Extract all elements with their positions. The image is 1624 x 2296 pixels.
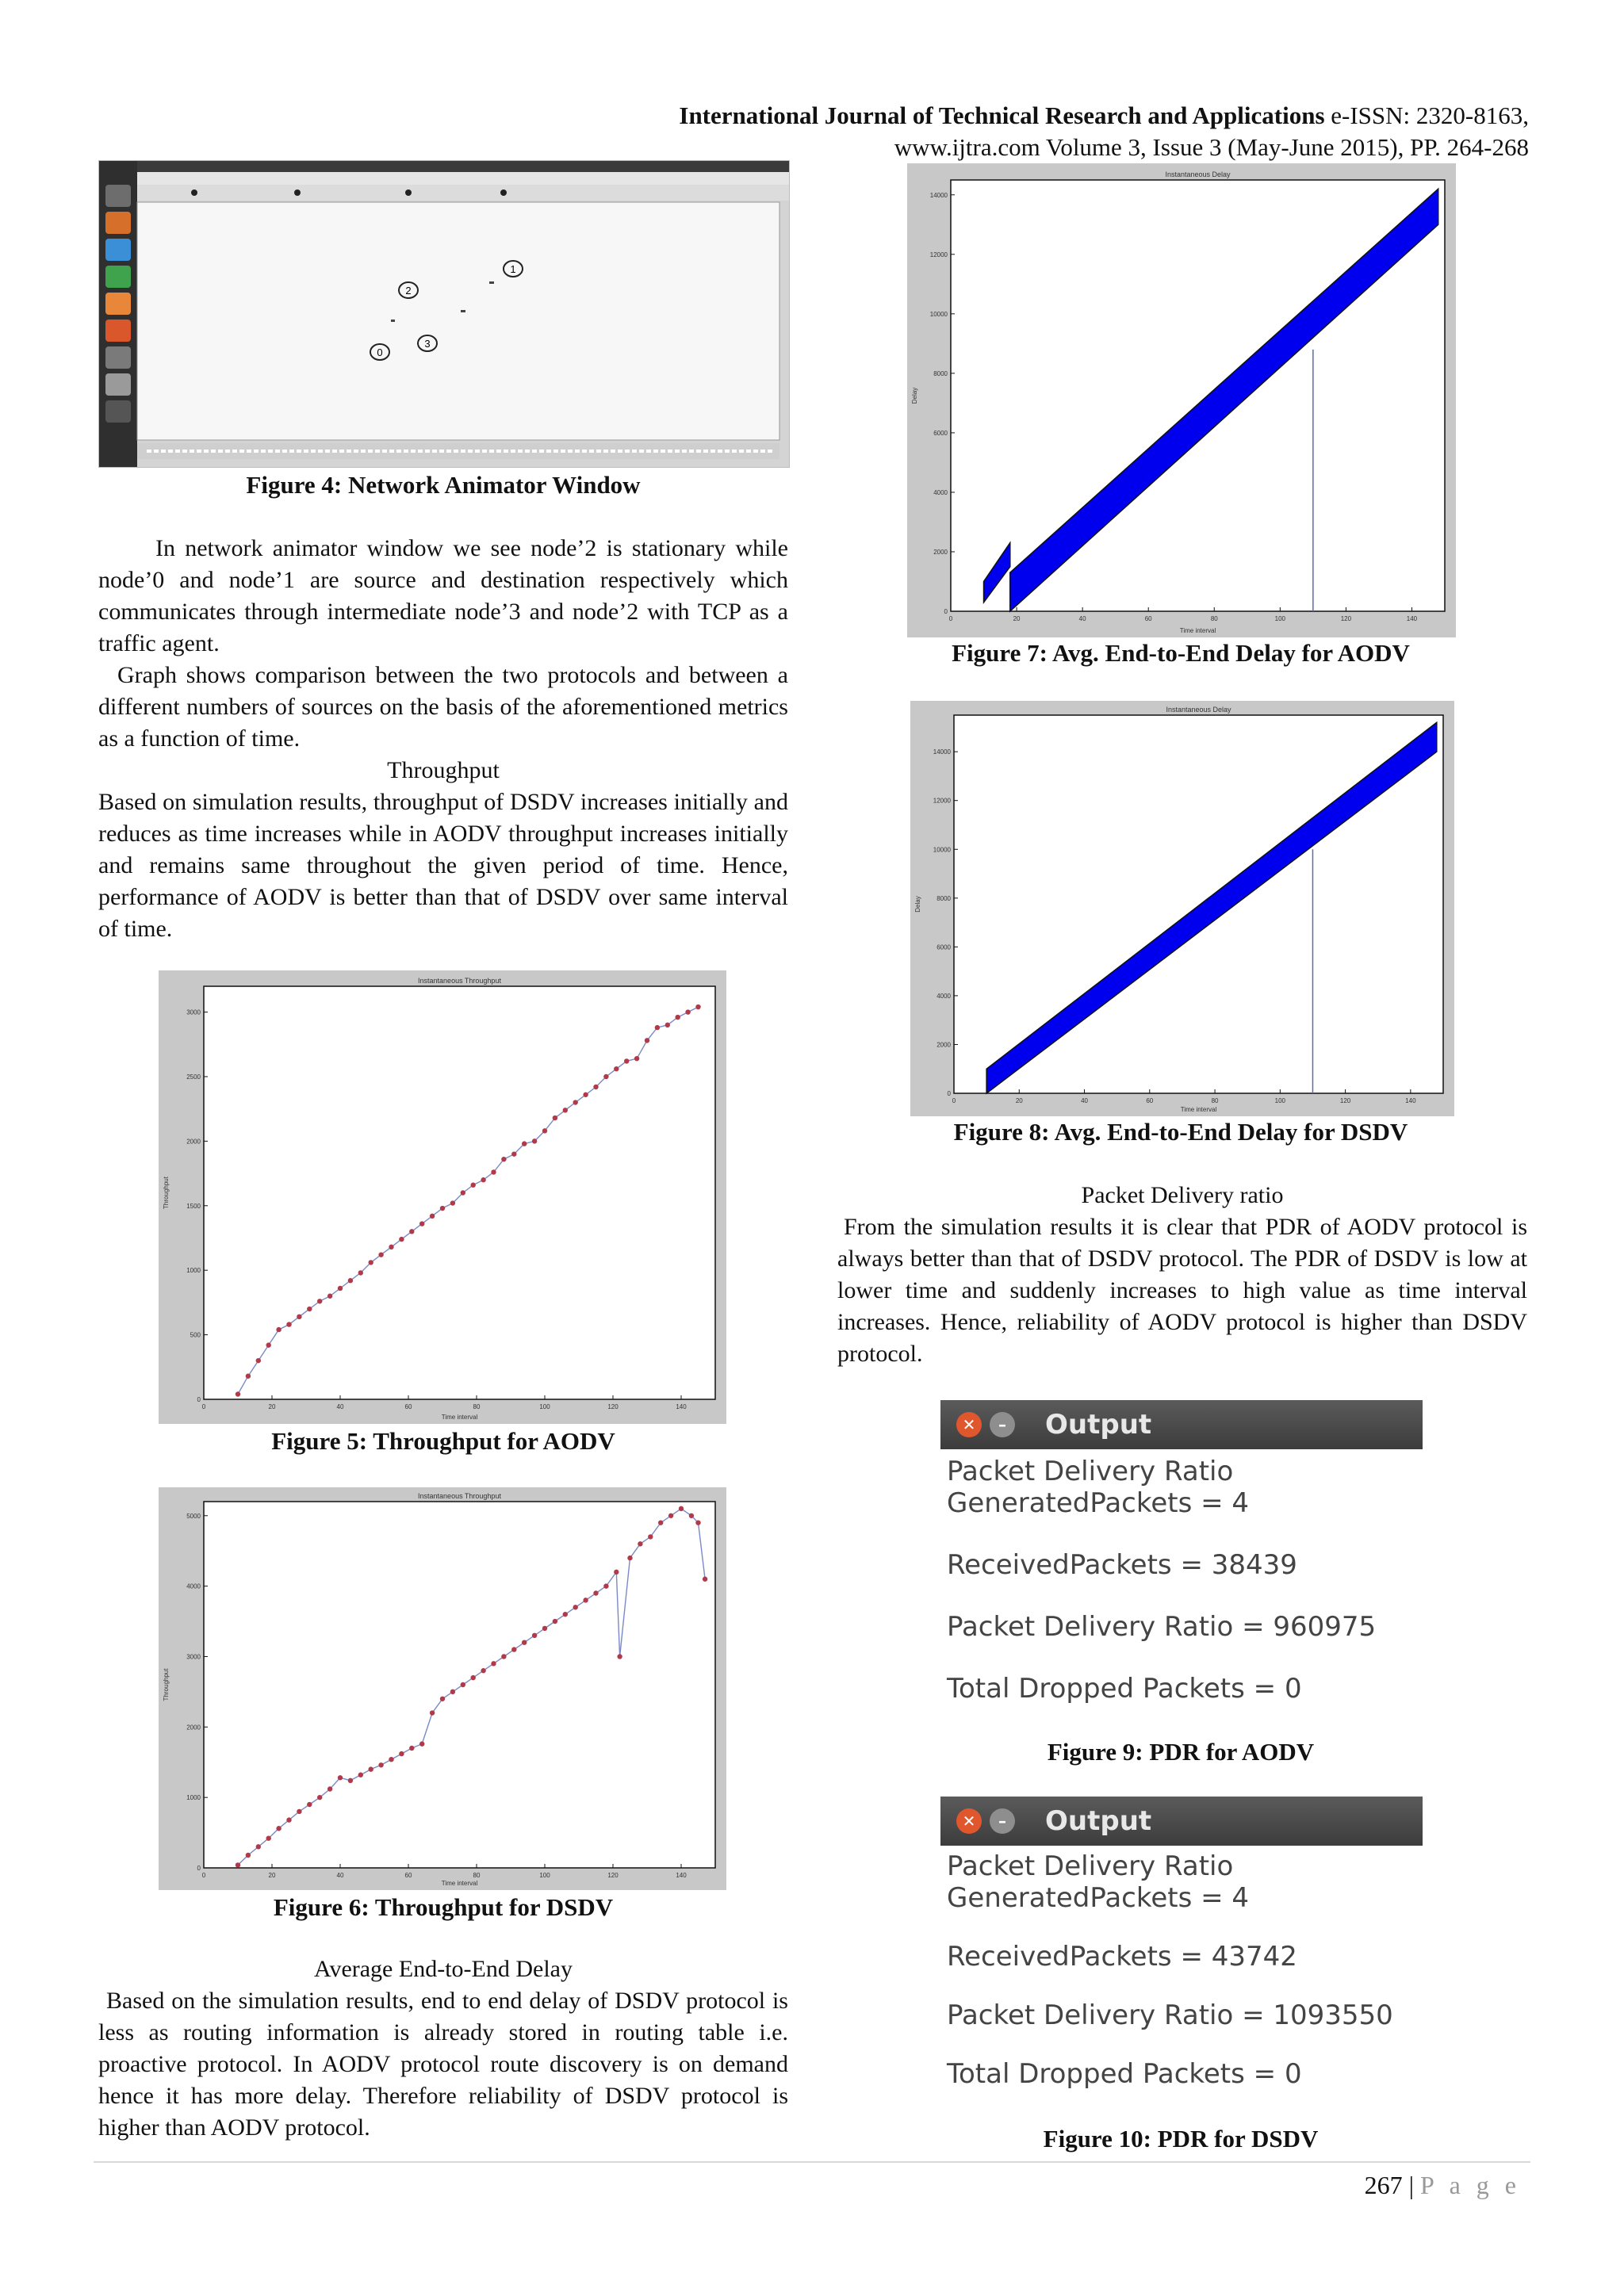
- data-point: [614, 1570, 619, 1575]
- data-point: [553, 1619, 557, 1624]
- data-point: [256, 1358, 261, 1363]
- left-column-text-2: [98, 1954, 788, 2144]
- launcher-icon: [105, 239, 131, 261]
- y-tick-label: 3000: [186, 1653, 201, 1661]
- launcher-icon: [105, 212, 131, 234]
- data-point: [603, 1074, 608, 1079]
- data-point: [327, 1786, 332, 1791]
- x-tick-label: 40: [336, 1403, 344, 1410]
- page-number: [1365, 2171, 1521, 2200]
- journal-header: [679, 100, 1529, 163]
- data-point: [668, 1513, 673, 1518]
- launcher-icon: [105, 266, 131, 288]
- page-label: P a g e: [1419, 2171, 1521, 2199]
- x-axis-label: Time interval: [1180, 1106, 1217, 1113]
- paragraph-throughput: Based on simulation results, throughput of DSDV increases initially and reduces as time increases while in AODV throughput increases initially and remains same throughout the given period of time. Hence, performance of AODV is better than that of DSDV over same interval of time.: [98, 789, 788, 942]
- y-tick-label: 8000: [933, 369, 948, 377]
- figure-7-delay-aodv-chart: [907, 163, 1456, 637]
- paragraph-pdr: From the simulation results it is clear that PDR of AODV protocol is always better than that of DSDV protocol. The PDR of DSDV is low at lower time and suddenly increases to high value as time interval increases. Hence, reliability of AODV protocol is higher than DSDV protocol.: [837, 1214, 1527, 1367]
- chart-title: Instantaneous Delay: [1166, 706, 1231, 714]
- x-tick-label: 20: [268, 1403, 276, 1410]
- data-point: [501, 1654, 506, 1659]
- figure-6-caption: Figure 6: Throughput for DSDV: [273, 1893, 614, 1921]
- data-point: [378, 1762, 383, 1767]
- x-tick-label: 60: [404, 1403, 412, 1410]
- data-point: [246, 1373, 251, 1378]
- data-point: [471, 1183, 476, 1188]
- x-tick-label: 40: [1078, 615, 1086, 622]
- data-point: [603, 1583, 608, 1588]
- plot-area: [951, 180, 1445, 611]
- data-point: [348, 1778, 353, 1783]
- y-axis-label: Delay: [911, 387, 918, 404]
- x-tick-label: 0: [952, 1097, 956, 1104]
- output-line: Total Dropped Packets = 0: [947, 1673, 1302, 1705]
- x-tick-label: 60: [1146, 1097, 1154, 1104]
- data-point: [276, 1826, 281, 1831]
- data-point: [491, 1661, 496, 1666]
- right-column-text: [837, 1180, 1527, 1370]
- data-point: [501, 1157, 506, 1161]
- launcher-icon: [105, 373, 131, 396]
- data-point: [563, 1612, 568, 1617]
- data-point: [627, 1556, 632, 1560]
- figure-9-caption: Figure 9: PDR for AODV: [1047, 1738, 1315, 1766]
- data-point: [430, 1710, 435, 1715]
- data-point: [614, 1066, 619, 1071]
- figure-7-caption: Figure 7: Avg. End-to-End Delay for AODV: [952, 639, 1410, 667]
- data-point: [369, 1260, 373, 1265]
- data-point: [358, 1270, 363, 1275]
- figure-10-output-window: [940, 1797, 1423, 2118]
- y-tick-label: 0: [197, 1865, 201, 1872]
- data-point: [593, 1085, 598, 1089]
- data-point: [532, 1138, 537, 1143]
- y-tick-label: 1000: [186, 1794, 201, 1802]
- y-tick-label: 12000: [933, 797, 951, 805]
- data-point: [358, 1773, 363, 1777]
- data-point: [648, 1534, 653, 1539]
- y-tick-label: 8000: [936, 894, 951, 902]
- data-point: [297, 1314, 301, 1319]
- y-axis-label: Delay: [914, 896, 921, 913]
- x-axis-label: Time interval: [1179, 627, 1216, 634]
- paragraph-nam-description: In network animator window we see node’2 is stationary while node’0 and node’1 are source and destination respectively which communicates through intermediate node’3 and node’2 with TCP as a traffic agent.: [98, 535, 788, 656]
- paragraph-delay: Based on the simulation results, end to end delay of DSDV protocol is less as routing information is already stored in routing table i.e. proactive protocol. In AODV protocol route discovery is on demand hence it has more delay. Therefore reliability of DSDV protocol is higher than AODV protocol.: [98, 1988, 788, 2141]
- data-point: [440, 1697, 445, 1701]
- nam-window: [99, 161, 789, 467]
- y-tick-label: 2000: [186, 1724, 201, 1732]
- figure-4-network-animator: [98, 160, 790, 468]
- data-point: [573, 1605, 578, 1609]
- figure-6-throughput-dsdv-chart: [159, 1487, 726, 1890]
- x-tick-label: 40: [1081, 1097, 1088, 1104]
- data-point: [276, 1327, 281, 1332]
- data-point: [583, 1598, 588, 1602]
- figure-8-caption: Figure 8: Avg. End-to-End Delay for DSDV: [953, 1118, 1408, 1146]
- data-point: [236, 1391, 240, 1396]
- data-point: [297, 1809, 301, 1814]
- plot-area: [204, 986, 715, 1399]
- data-point: [409, 1229, 414, 1234]
- launcher-icon: [105, 293, 131, 315]
- x-tick-label: 80: [473, 1403, 481, 1410]
- y-tick-label: 0: [947, 1090, 951, 1097]
- data-point: [317, 1795, 322, 1800]
- x-tick-label: 0: [201, 1872, 206, 1879]
- figure-4-caption: Figure 4: Network Animator Window: [246, 471, 641, 499]
- data-point: [399, 1237, 404, 1242]
- heading-average-delay: Average End-to-End Delay: [314, 1956, 573, 1982]
- y-tick-label: 14000: [929, 191, 948, 199]
- output-window-title: Output: [1045, 1409, 1152, 1441]
- data-point: [266, 1342, 271, 1347]
- x-tick-label: 120: [607, 1872, 619, 1879]
- data-point: [450, 1689, 455, 1694]
- data-point: [665, 1023, 670, 1027]
- x-tick-label: 60: [404, 1872, 412, 1879]
- minimize-icon[interactable]: –: [990, 1412, 1015, 1437]
- y-tick-label: 6000: [936, 943, 951, 951]
- data-point: [419, 1221, 424, 1226]
- data-point: [450, 1200, 455, 1205]
- figure-5-throughput-aodv-chart: [159, 970, 726, 1424]
- y-tick-label: 500: [190, 1331, 201, 1339]
- svg-text:1: 1: [510, 263, 516, 275]
- y-tick-label: 10000: [933, 846, 951, 854]
- launcher-icon: [105, 320, 131, 342]
- minimize-icon[interactable]: –: [990, 1808, 1015, 1834]
- x-tick-label: 80: [1210, 615, 1218, 622]
- x-tick-label: 20: [1015, 1097, 1023, 1104]
- plot-area: [954, 715, 1443, 1093]
- data-point: [236, 1862, 240, 1867]
- close-icon[interactable]: ✕: [956, 1412, 982, 1437]
- data-point: [348, 1278, 353, 1283]
- x-tick-label: 80: [473, 1872, 481, 1879]
- data-point: [307, 1307, 312, 1311]
- output-line: Packet Delivery Ratio = 1093550: [947, 1999, 1393, 2031]
- y-tick-label: 14000: [933, 748, 951, 756]
- y-tick-label: 12000: [929, 251, 948, 258]
- x-tick-label: 120: [1339, 1097, 1351, 1104]
- data-point: [695, 1520, 700, 1525]
- journal-volume-line: www.ijtra.com Volume 3, Issue 3 (May-June 2015), PP. 264-268: [894, 133, 1529, 161]
- data-point: [461, 1682, 465, 1687]
- data-point: [676, 1015, 680, 1020]
- data-point: [655, 1025, 660, 1030]
- data-point: [563, 1108, 568, 1112]
- x-tick-label: 60: [1144, 615, 1152, 622]
- x-tick-label: 80: [1211, 1097, 1219, 1104]
- journal-issn: e-ISSN: 2320-8163,: [1324, 101, 1529, 129]
- y-axis-label: Throughput: [163, 1177, 170, 1209]
- output-body: [940, 1456, 1423, 1705]
- data-point: [266, 1835, 271, 1840]
- y-tick-label: 1000: [186, 1267, 201, 1275]
- x-axis-label: Time interval: [441, 1880, 478, 1887]
- data-point: [689, 1513, 694, 1518]
- y-tick-label: 2500: [186, 1073, 201, 1081]
- launcher-icon: [105, 346, 131, 369]
- data-point: [522, 1141, 527, 1146]
- x-tick-label: 140: [1406, 615, 1418, 622]
- figure-8-delay-dsdv-chart: [910, 701, 1454, 1116]
- y-tick-label: 2000: [186, 1138, 201, 1146]
- heading-pdr: Packet Delivery ratio: [1081, 1182, 1284, 1208]
- svg-text:2: 2: [405, 285, 412, 297]
- y-tick-label: 0: [197, 1396, 201, 1403]
- data-point: [399, 1751, 404, 1756]
- data-point: [481, 1668, 485, 1673]
- x-tick-label: 40: [336, 1872, 344, 1879]
- data-point: [638, 1541, 642, 1546]
- x-tick-label: 100: [1274, 1097, 1286, 1104]
- x-tick-label: 20: [1013, 615, 1021, 622]
- output-line: Packet Delivery Ratio: [947, 1456, 1234, 1487]
- data-point: [511, 1647, 516, 1651]
- output-body: [940, 1850, 1423, 2090]
- data-point: [471, 1675, 476, 1680]
- y-tick-label: 6000: [933, 429, 948, 437]
- y-tick-label: 2000: [936, 1041, 951, 1049]
- data-point: [573, 1100, 578, 1104]
- data-point: [542, 1626, 547, 1631]
- data-point: [679, 1506, 684, 1511]
- x-tick-label: 20: [268, 1872, 276, 1879]
- x-tick-label: 0: [201, 1403, 206, 1410]
- page-number-separator: |: [1402, 2171, 1420, 2199]
- figure-10-caption: Figure 10: PDR for DSDV: [1043, 2125, 1319, 2152]
- x-tick-label: 140: [676, 1403, 687, 1410]
- data-point: [419, 1741, 424, 1746]
- y-tick-label: 1500: [186, 1202, 201, 1210]
- data-point: [430, 1214, 435, 1219]
- data-point: [440, 1206, 445, 1211]
- x-tick-label: 0: [948, 615, 953, 622]
- close-icon[interactable]: ✕: [956, 1808, 982, 1834]
- y-tick-label: 3000: [186, 1008, 201, 1016]
- svg-text:0: 0: [377, 346, 383, 358]
- data-point: [256, 1844, 261, 1849]
- data-point: [542, 1128, 547, 1133]
- x-tick-label: 140: [676, 1872, 687, 1879]
- y-tick-label: 4000: [186, 1582, 201, 1590]
- plot-area: [204, 1502, 715, 1868]
- data-point: [327, 1294, 332, 1299]
- output-titlebar: [940, 1797, 1423, 1846]
- data-point: [378, 1252, 383, 1257]
- data-point: [703, 1577, 707, 1582]
- data-point: [338, 1286, 343, 1291]
- x-tick-label: 120: [607, 1403, 619, 1410]
- output-line: GeneratedPackets = 4: [947, 1882, 1250, 1914]
- output-line: ReceivedPackets = 38439: [947, 1549, 1297, 1581]
- data-point: [624, 1058, 629, 1063]
- footer-divider: [94, 2161, 1530, 2163]
- chart-title: Instantaneous Delay: [1165, 170, 1231, 178]
- data-point: [634, 1056, 639, 1061]
- x-tick-label: 100: [1274, 615, 1286, 622]
- y-tick-label: 0: [944, 608, 948, 615]
- data-point: [511, 1151, 516, 1156]
- x-tick-label: 100: [539, 1872, 550, 1879]
- data-point: [522, 1640, 527, 1644]
- data-point: [695, 1004, 700, 1009]
- data-point: [286, 1817, 291, 1822]
- svg-text:3: 3: [424, 338, 431, 350]
- data-point: [409, 1746, 414, 1751]
- paragraph-graph-comparison: Graph shows comparison between the two protocols and between a different numbers of sources on the basis of the aforementioned metrics as a function of time.: [98, 662, 788, 752]
- data-point: [481, 1177, 485, 1182]
- figure-5-caption: Figure 5: Throughput for AODV: [271, 1427, 615, 1455]
- data-point: [617, 1654, 622, 1659]
- launcher-icon: [105, 185, 131, 207]
- data-point: [685, 1009, 690, 1014]
- y-tick-label: 2000: [933, 548, 948, 556]
- data-point: [317, 1299, 322, 1303]
- y-axis-label: Throughput: [163, 1668, 170, 1701]
- y-tick-label: 4000: [936, 992, 951, 1000]
- output-titlebar: [940, 1400, 1423, 1449]
- data-point: [532, 1633, 537, 1638]
- data-point: [583, 1093, 588, 1097]
- output-line: Packet Delivery Ratio = 960975: [947, 1611, 1377, 1643]
- journal-title: International Journal of Technical Research and Applications: [679, 101, 1325, 129]
- data-point: [389, 1757, 393, 1762]
- figure-9-output-window: [940, 1400, 1423, 1733]
- data-point: [338, 1775, 343, 1780]
- data-point: [658, 1520, 663, 1525]
- heading-throughput: Throughput: [387, 757, 500, 783]
- data-point: [461, 1190, 465, 1195]
- data-point: [286, 1322, 291, 1326]
- x-tick-label: 100: [539, 1403, 550, 1410]
- page-number-value: 267: [1364, 2171, 1403, 2199]
- left-column-text-1: [98, 533, 788, 945]
- chart-title: Instantaneous Throughput: [418, 977, 501, 985]
- y-tick-label: 4000: [933, 488, 948, 496]
- data-point: [389, 1245, 393, 1249]
- data-point: [553, 1115, 557, 1120]
- x-tick-label: 120: [1340, 615, 1352, 622]
- data-point: [307, 1802, 312, 1807]
- output-window-title: Output: [1045, 1805, 1152, 1837]
- output-line: ReceivedPackets = 43742: [947, 1941, 1297, 1973]
- output-line: GeneratedPackets = 4: [947, 1487, 1250, 1519]
- x-axis-label: Time interval: [441, 1414, 478, 1421]
- data-point: [645, 1038, 649, 1043]
- launcher-icon: [105, 400, 131, 423]
- data-point: [593, 1590, 598, 1595]
- output-line: Total Dropped Packets = 0: [947, 2058, 1302, 2090]
- chart-title: Instantaneous Throughput: [418, 1492, 501, 1500]
- y-tick-label: 5000: [186, 1512, 201, 1520]
- output-line: Packet Delivery Ratio: [947, 1850, 1234, 1882]
- data-point: [369, 1766, 373, 1771]
- data-point: [246, 1853, 251, 1858]
- y-tick-label: 10000: [929, 310, 948, 318]
- x-tick-label: 140: [1405, 1097, 1416, 1104]
- data-point: [491, 1169, 496, 1174]
